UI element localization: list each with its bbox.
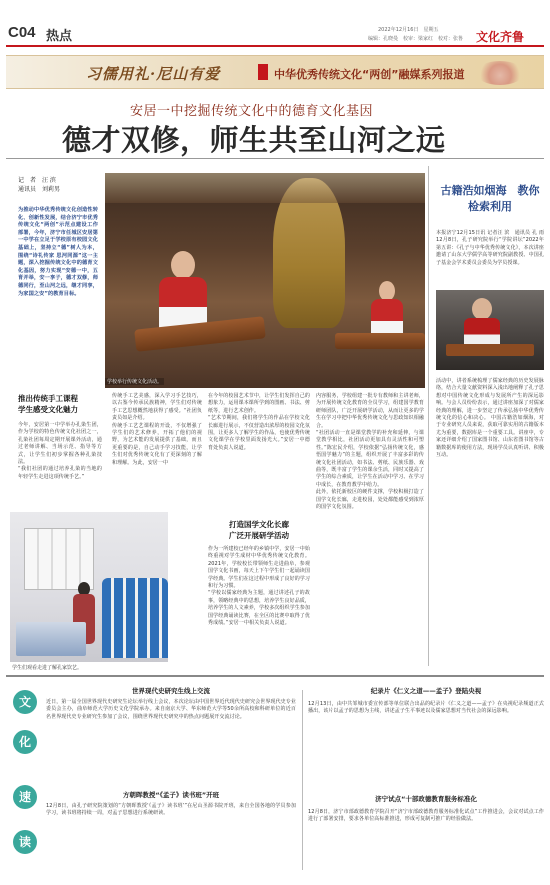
briefs-label-char-1: 文	[13, 690, 37, 714]
brief-2	[46, 790, 296, 870]
col3-text: 在今年的校园艺术节中，让学生们发挥自己的想象力，运用课本课所学到的图画、书法、剪纸等，进行艺术创作。 “艺术节期间，我们将学生的作品在学校文化长廊进行展示，不仅营造出浓厚的校园文化氛围，让更多人了解学生的作品，也使优秀传统文化课学在学校里面发扬光大。”安居一中德育处负责人说道。	[208, 393, 311, 451]
subhead-1-text: 推出传统手工课程 学生感受文化魅力	[18, 394, 78, 414]
brief-1-title: 世界现代史研究生线上交流	[132, 687, 210, 695]
brief-1	[46, 686, 296, 752]
byline	[18, 176, 98, 194]
subhead-1	[18, 393, 102, 415]
briefs-label-char-3: 速	[13, 785, 37, 809]
student-figure-right	[367, 281, 407, 361]
side-headline	[436, 183, 544, 215]
photo2-caption: 学生们观看走进了解孔家饮艺。	[12, 665, 83, 671]
series-banner	[6, 55, 544, 89]
brief-3-title: 纪录片《仁义之道——孟子》登陆央视	[370, 687, 482, 695]
header-rule	[6, 45, 544, 47]
right-col-divider	[428, 166, 429, 666]
side-photo	[436, 290, 544, 370]
section-name: 热点	[46, 29, 73, 44]
byline-correspondent: 通讯员 刘莉男	[18, 186, 61, 193]
page-header	[6, 4, 546, 46]
display-case	[16, 622, 86, 656]
brand-logo: 文化齐鲁	[476, 30, 525, 44]
briefs-label-char-2: 化	[13, 730, 37, 754]
guzheng-instrument-right	[335, 333, 425, 349]
subhead-2-text: 打造国学文化长廊 广泛开展研学活动	[229, 520, 289, 540]
brief-4	[308, 794, 544, 870]
brief-3	[308, 686, 544, 766]
col4-text: 内容服务，学校组建一批专有教师和主讲老师，为开展传统文化教育的全员学习，组建国学教育研师团队，广泛开展研学活动，从而让更多的学生在学习中把中华优秀传统文化与思政知识相融合。 “社团活动一直是课堂教学的补充和延伸，与课堂教学相比，社团活动更加具有灵活性和可塑性。”陈宏民介绍，学校依据“弘扬传统文化，感悟国学魅力”的主题，组织开展了丰富多彩的传统文化社团活动，如书法、剪纸、民族乐器、戏曲等，既丰富了学生的课余生活，同时又提高了学生的综合素质，让学生在活动中学习、在学习中成长，在教育教学中给力。 此外，依托新校区的硬件支撑，学校积极打造了国学文化长廊，走进校园，处处都能感受到浓厚的国学文化氛围。	[316, 393, 424, 511]
briefs-divider	[302, 690, 303, 870]
brief-3-body: 12月13日，由中共邹城市委宣传部等单位联合出品的纪录片《仁义之道——孟子》在央视纪录频道正式播出，该片以孟子的思想为主线，讲述孟子生平事迹以及儒家思想对当代社会的深远影响。	[308, 701, 544, 715]
byline-reporter: 记 者 汪 滨	[18, 177, 56, 184]
briefs-top-rule	[6, 675, 544, 677]
intro-text: 为推动中华优秀传统文化创造性转化、创新性发展，结合济宁市优秀传统文化“两创”示范点建设工作部署，今年，济宁市任城区安居第一中学在立足于学校原有校园文化基础上，坚持立“德”树人为本，围绕“诗礼传家 思河同源”这一主题，深入挖掘传统文化中的德育文化基因，努力实现“安德一中，五育并举，安一享子，德才双修，师德同行，至山河之远，继才同享，为家国之安”的教育目标。	[18, 207, 98, 297]
brief-2-body: 12月8日，由孔子研究院策划的“方朝晖教授‘《孟子》读书班’”在尼山圣源书院开班，来自全国各地的学员参加学习，读书班将持续一周，对孟子思想进行系统研读。	[46, 803, 296, 817]
students-group	[102, 578, 168, 658]
col2-text: 传统手工艺美感，深入学习手艺技巧，以古鉴今传承民族精神，学生们对传统手工艺思想概然地获得了感受。“社团负责员如是介绍。 传统手工艺艺课程的开设，不仅增强了学生们的艺术修养，开拓了他们的视野，为艺术能的发展提供了基础，而且更重要的是，自己动手学习技能，让学生们对优秀传统文化有了更深刻的了解和理解。为此，安居一中	[112, 393, 202, 466]
briefs-label-char-4: 读	[13, 830, 37, 854]
subhead-2	[208, 519, 310, 541]
exhibit-photo	[10, 512, 168, 662]
photo1-caption: 学校举行传统文化活动。	[107, 379, 163, 385]
col1-text: 今年，安居第一中学举办孔染生团，作为学校的特色传统文化社团之一，孔染社团每周定期开展课外活动，通过老师讲解、当场示范、指导等方式，让学生们初步掌握各种孔染技法。 “我们社团的通过培养孔染的当地的年轻学生走进这项传统手艺。”	[18, 422, 102, 480]
wall-frames	[24, 528, 94, 590]
banner-seal	[258, 64, 268, 80]
shelf-lights	[105, 173, 425, 203]
brief-4-body: 12月8日，济宁市部政德教育学院召开“济宁市部政德教育服务标准化试点”工作推进会，会议对试点工作进行了部署安排，要求各单位高标准推进，形成可复制可推广的经验做法。	[308, 809, 544, 823]
headline: 德才双修，师生共至山河之远	[62, 123, 446, 157]
banner-title: 中华优秀传统文化“两创”融媒系列报道	[274, 68, 465, 81]
side-headline-text: 古籍浩如烟海 教你检索利用	[440, 184, 540, 213]
col3b-text: 作为一所建校已经年的乡镇中学，安居一中始终重视对学生成材中华优秀传统文化教育。2021年，学校校长带领师生走进曲阜，参观国学文化书画，每天上下午学生们一起诵读国学经典。学生们在这过程中形成了良好的学习和行为习惯。 “学校以儒家经典为主题，通过讲述孔子的故事，领略经典中的思想，培养学生良好品质，培养学生的人文素养，学校多次组织学生参加国学经典诵读比赛，在全区的比赛中取得了优秀成绩。”安居一中相关负责人说道。	[208, 546, 311, 627]
briefs-label	[8, 690, 42, 870]
side-byline-text: 本报济宁12月15日讯 记者汪 滨 通讯员 孔 雨 12月8日，孔子研究院举行“学院讲坛”2022年第五讲：《孔子与中华优秀传统文化》，本次讲座邀请了山东大学儒学高等研究院副教授、中国孔子基金会学术委员会委员为学员授课。	[436, 230, 550, 266]
side-body-text: 活动中，讲者系统梳理了儒家经典的历史发展脉络，结合大量文献资料深入浅出地阐释了孔子思想对中国传统文化形成与发展所产生的深远影响。与会人员纷纷表示，通过讲座加深了对儒家经典的理解，进一步坚定了传承弘扬中华优秀传统文化的信心和决心。 中国古籍浩如烟海，对于专业研究人员来说，获取可靠实用的古籍版本尤为重要，数据库是一个重要工具。讲座中，专家还详细介绍了国家图书馆、山东省图书馆等古籍数据库的使用方法，现场学员认真听讲、积极互动。	[436, 378, 544, 459]
brief-2-title: 方朝晖教授“《孟子》读书班”开班	[122, 791, 220, 799]
banner-script: 习儒用礼·尼山有爱	[86, 65, 221, 83]
kicker-text: 安居一中挖掘传统文化中的德育文化基因	[130, 104, 374, 119]
brief-4-title: 济宁试点“十部政德教育服务标准化	[375, 795, 477, 803]
guzheng-photo	[105, 173, 425, 388]
banner-lotus	[476, 61, 524, 85]
brief-1-body: 近日，第一届全国世界现代史研究生论坛举行线上会议，本次论坛由中国世界近代现代史研究会世界现代史专业委员会主办，曲阜师范大学历史文化学院承办。来自南京大学、华东师范大学等50余所高校和科研单位的近百名世界现代史专业研究生参加了会议，围绕世界现代史研究中的热点问题展开交流讨论。	[46, 699, 296, 720]
page-code: C04	[8, 24, 36, 41]
editor-line: 编辑：孔晓曼 校审：梁家红 校对：张鲁	[368, 36, 464, 42]
headline-rule	[6, 158, 544, 159]
date-line: 2022年12月16日 星期五	[378, 27, 439, 33]
